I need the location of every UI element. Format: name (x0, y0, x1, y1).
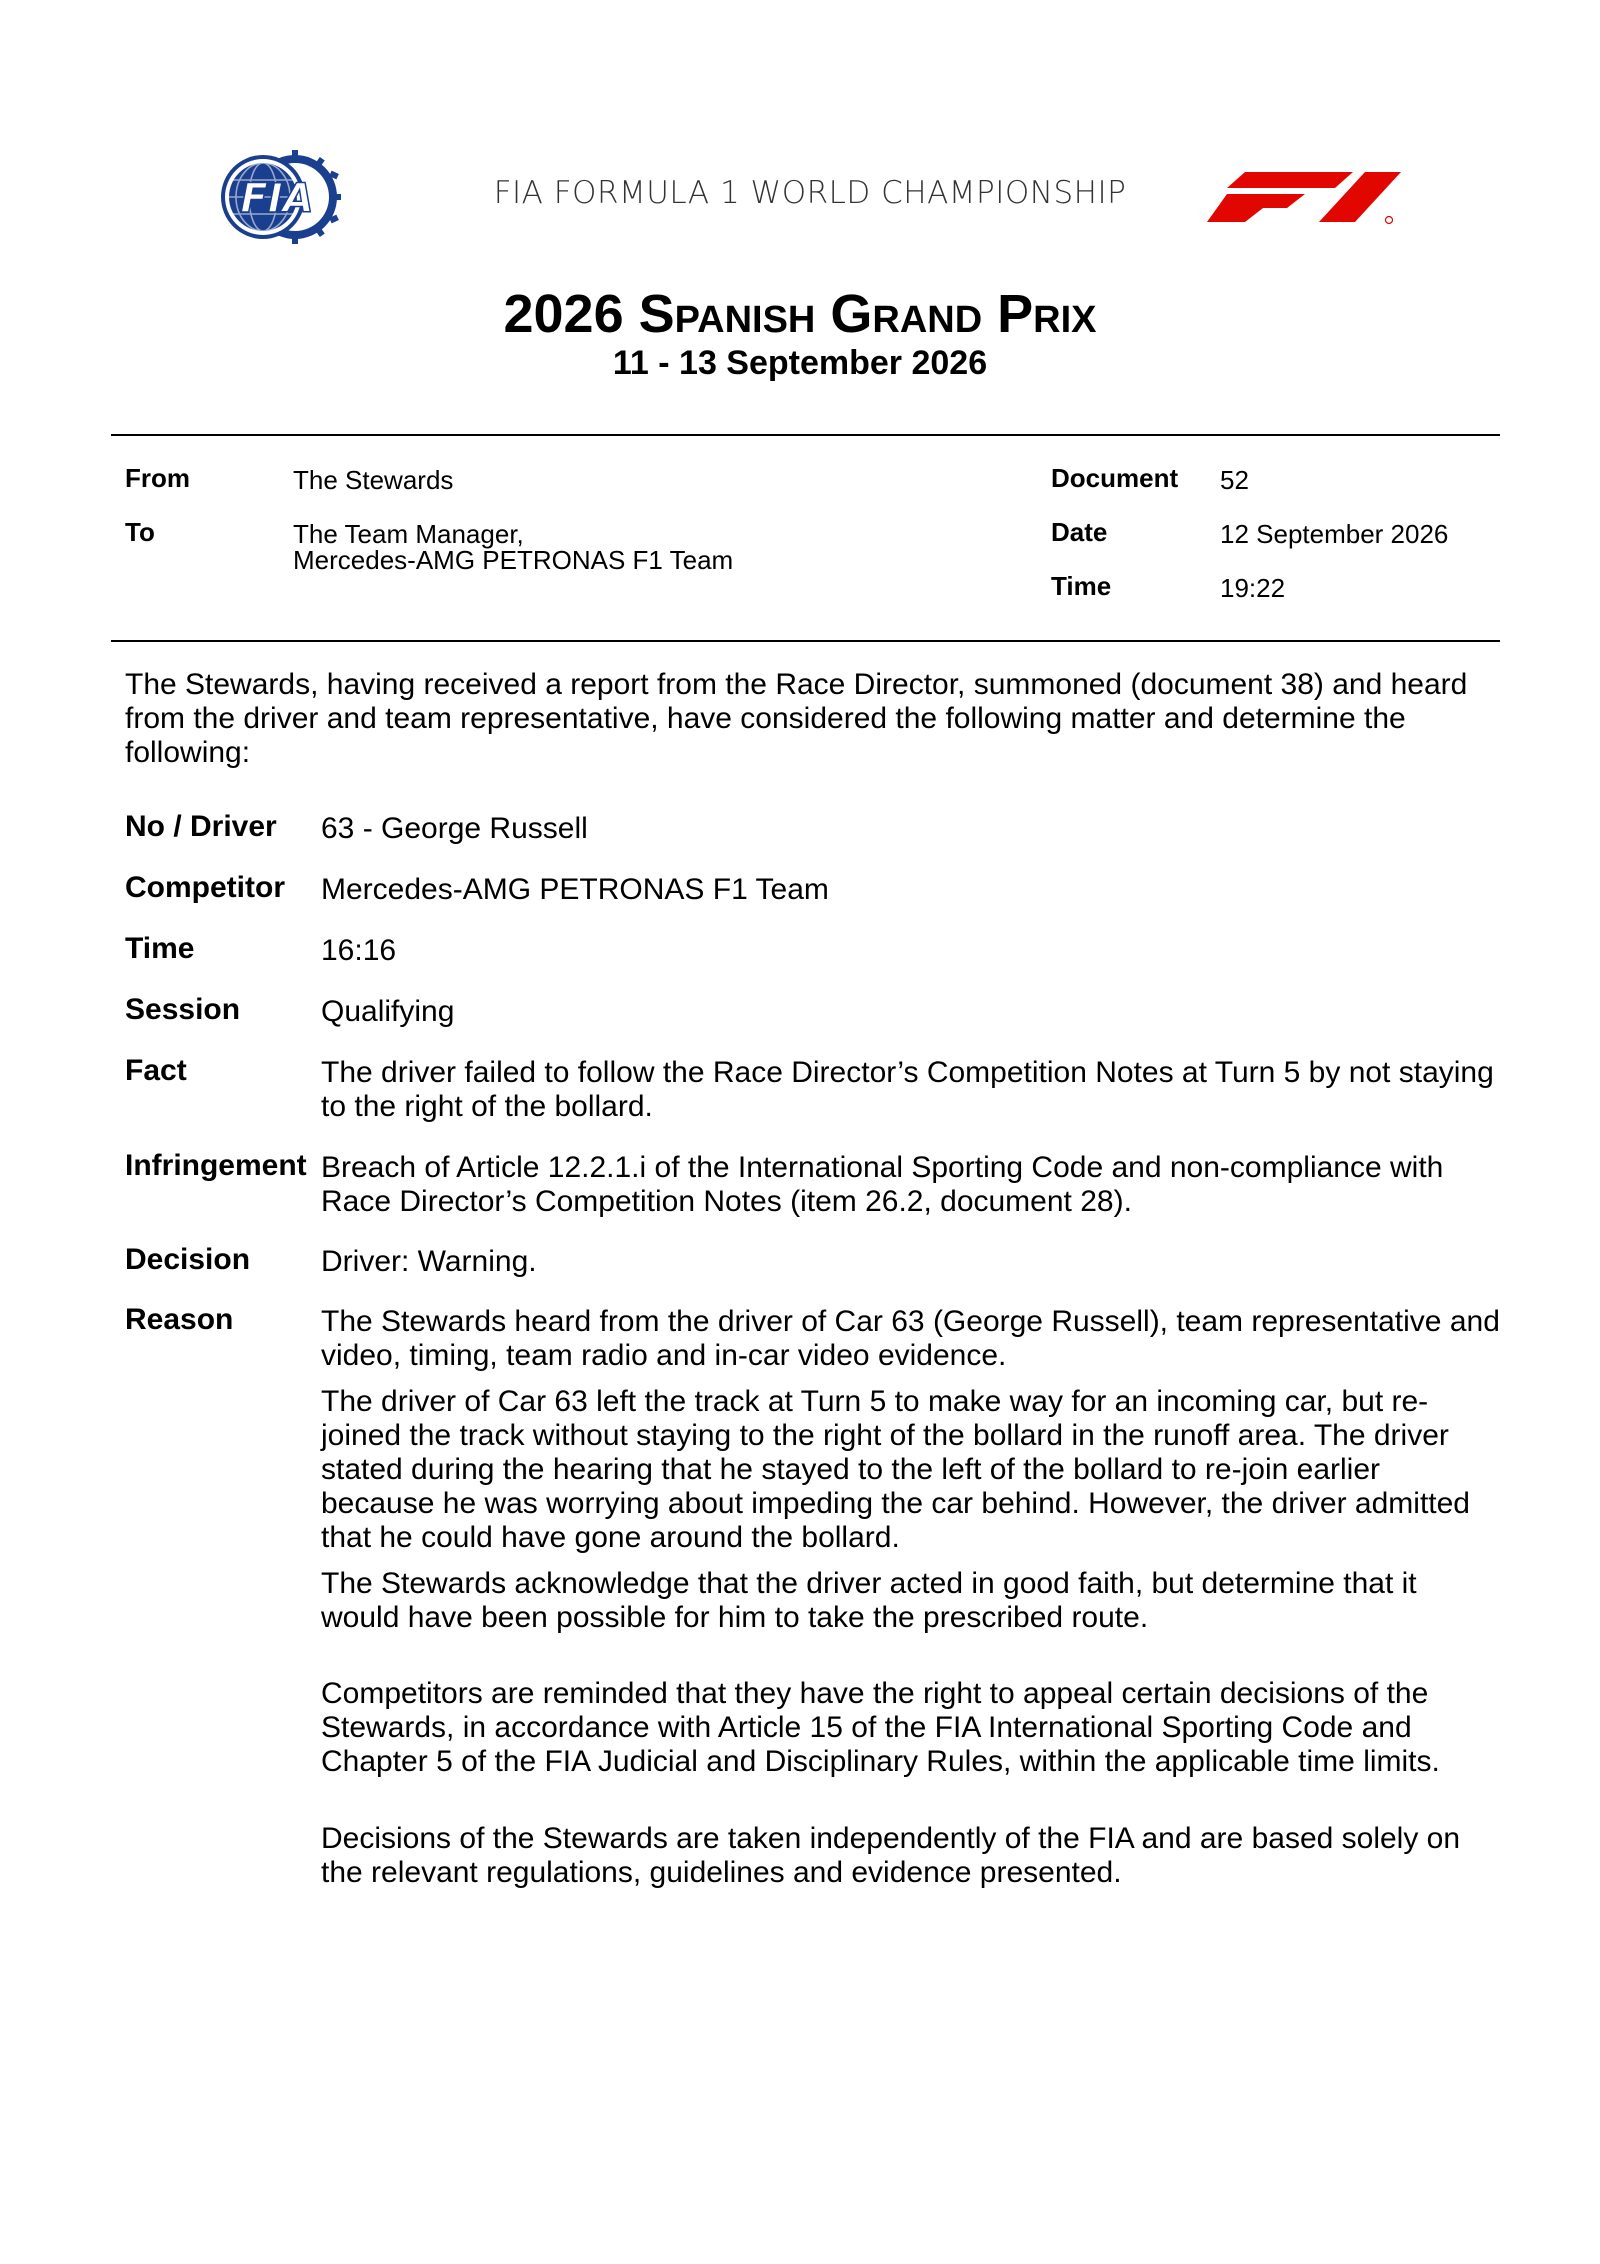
to-label: To (125, 517, 155, 547)
session-value: Qualifying (321, 995, 455, 1028)
time-value: 19:22 (1220, 573, 1286, 603)
to-value (293, 520, 733, 574)
infringement-label: Infringement (125, 1149, 307, 1182)
date-label: Date (1051, 517, 1108, 547)
fia-logo (205, 150, 341, 244)
reason-label: Reason (125, 1303, 234, 1336)
event-dates: 11 - 13 September 2026 (612, 344, 988, 382)
session-label: Session (125, 993, 241, 1026)
competitor-value: Mercedes-AMG PETRONAS F1 Team (321, 873, 829, 906)
infringement-value: Breach of Article 12.2.1.i of the International Sporting Code and non-compliance with Race Director’s Competition Notes (item 26.2, document 28). (321, 1151, 1444, 1218)
incident-time-label: Time (125, 932, 195, 965)
document-number: 52 (1220, 465, 1249, 495)
date-value: 12 September 2026 (1220, 519, 1449, 549)
row-decision (125, 1243, 1500, 1283)
to-value-line2: Mercedes-AMG PETRONAS F1 Team (293, 545, 734, 575)
time-label: Time (1051, 571, 1112, 601)
row-fact (125, 1054, 1500, 1128)
reason-paragraph: The Stewards heard from the driver of Car 63 (George Russell), team representative and video, timing, team radio and in-car video evidence. (321, 1305, 1500, 1372)
row-driver (125, 810, 1500, 850)
reason-paragraph: The driver of Car 63 left the track at Turn 5 to make way for an incoming car, but re-joined the track without staying to the right of the bollard in the runoff area. The driver stated during the hearing that he stayed to the left of the bollard to re-join earlier because he was worrying about impeding the car behind. However, the driver admitted that he could have gone around the bollard. (321, 1385, 1470, 1554)
row-time (125, 932, 1500, 972)
intro-paragraph: The Stewards, having received a report from the Race Director, summoned (document 38) and heard from the driver and team representative, have considered the following matter and determine the following: (125, 668, 1468, 769)
driver-value: 63 - George Russell (321, 812, 588, 845)
row-competitor (125, 871, 1500, 911)
divider-top (111, 434, 1500, 436)
f1-logo-icon (1205, 168, 1405, 226)
reason-paragraph: The Stewards acknowledge that the driver acted in good faith, but determine that it would have been possible for him to take the prescribed route. (321, 1567, 1417, 1634)
appeal-notice: Competitors are reminded that they have the right to appeal certain decisions of the Stewards, in accordance with Article 15 of the FIA International Sporting Code and Chapter 5 of the FIA Judicial and Disciplinary Rules, within the applicable time limits. (321, 1677, 1440, 1778)
decision-label: Decision (125, 1243, 251, 1276)
reason-value (321, 1305, 1501, 1635)
incident-time-value: 16:16 (321, 934, 397, 967)
from-label: From (125, 463, 190, 493)
event-title: 2026 Spanish Grand Prix (503, 284, 1097, 344)
row-infringement (125, 1149, 1500, 1223)
decision-value: Driver: Warning. (321, 1245, 537, 1278)
fact-label: Fact (125, 1054, 187, 1087)
document-label: Document (1051, 463, 1179, 493)
fia-logo-lettering: FIA (240, 176, 314, 222)
independence-notice: Decisions of the Stewards are taken independently of the FIA and are based solely on the relevant regulations, guidelines and evidence presented. (321, 1822, 1461, 1889)
competitor-label: Competitor (125, 871, 285, 904)
row-reason (125, 1303, 1500, 1643)
to-value-line1: The Team Manager, (293, 519, 524, 549)
row-session (125, 993, 1500, 1033)
fact-value: The driver failed to follow the Race Director’s Competition Notes at Turn 5 by not staying to the right of the bollard. (321, 1056, 1494, 1123)
from-value: The Stewards (293, 465, 454, 495)
driver-label: No / Driver (125, 810, 277, 843)
divider-bottom (111, 640, 1500, 642)
championship-title-text: FIA FORMULA 1 WORLD CHAMPIONSHIP (493, 175, 1127, 211)
